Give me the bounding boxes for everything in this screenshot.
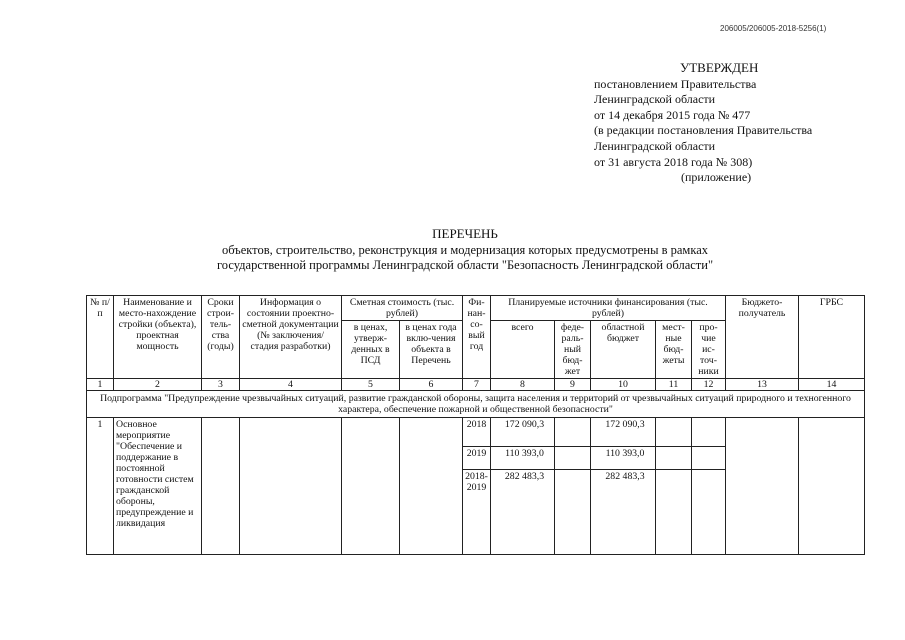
approval-line: (в редакции постановления Правительства: [594, 123, 813, 138]
header-terms: Сроки строи-тель-ства (годы): [202, 296, 240, 379]
column-number: 5: [342, 379, 400, 391]
header-cost-year: в ценах года вклю-чения объекта в Перечень: [400, 321, 463, 379]
row-federal: [555, 470, 591, 555]
row-federal: [555, 418, 591, 447]
row-total: 110 393,0: [491, 447, 555, 470]
header-cost-group: Сметная стоимость (тыс. рублей): [342, 296, 463, 321]
column-number: 14: [799, 379, 865, 391]
header-no: № п/п: [87, 296, 114, 379]
header-cost-psd: в ценах, утверж-денных в ПСД: [342, 321, 400, 379]
column-number: 4: [240, 379, 342, 391]
row-local: [656, 447, 692, 470]
approval-line: Ленинградской области: [594, 138, 716, 153]
row-local: [656, 470, 692, 555]
header-recipient: Бюджето-получатель: [726, 296, 799, 379]
table-row: [87, 418, 865, 447]
row-fin-year: 2018-2019: [463, 470, 491, 555]
row-name: Основное мероприятие "Обеспечение и поддержание в постоянной готовности систем гражданской обороны, предупреждение и ликвидация: [114, 418, 202, 555]
row-local: [656, 418, 692, 447]
document-id: 206005/206005-2018-5256(1): [720, 24, 827, 33]
document-subtitle-line: государственной программы Ленинградской области "Безопасность Ленинградской области": [216, 258, 714, 272]
header-fin-year: Фи-нан-со-вый год: [463, 296, 491, 379]
column-number: 9: [555, 379, 591, 391]
approval-line: от 14 декабря 2015 года № 477: [594, 107, 751, 122]
subprogram-row: [87, 391, 865, 418]
header-sources-group: Планируемые источники финансирования (тыс. рублей): [491, 296, 726, 321]
row-info: [240, 418, 342, 555]
header-grbs: ГРБС: [799, 296, 865, 379]
header-other: про-чие ис-точ-ники: [692, 321, 726, 379]
approval-heading: УТВЕРЖДЕН: [680, 60, 759, 75]
row-grbs: [799, 418, 865, 555]
row-other: [692, 470, 726, 555]
row-total: 282 483,3: [491, 470, 555, 555]
row-terms: [202, 418, 240, 555]
row-no: 1: [87, 418, 114, 555]
approval-line: постановлением Правительства: [594, 76, 757, 91]
column-number: 3: [202, 379, 240, 391]
header-regional: областной бюджет: [591, 321, 656, 379]
objects-table: [86, 295, 865, 555]
row-total: 172 090,3: [491, 418, 555, 447]
row-fin-year: 2018: [463, 418, 491, 447]
row-regional: 110 393,0: [591, 447, 656, 470]
column-number: 10: [591, 379, 656, 391]
row-other: [692, 447, 726, 470]
column-number: 2: [114, 379, 202, 391]
document-title-block: [150, 226, 780, 274]
header-info: Информация о состоянии проектно-сметной документации (№ заключения/ стадия разработки): [240, 296, 342, 379]
row-cost-psd: [342, 418, 400, 555]
approval-line: Ленинградской области: [594, 92, 716, 107]
document-title: ПЕРЕЧЕНЬ: [432, 226, 498, 241]
row-federal: [555, 447, 591, 470]
column-number: 12: [692, 379, 726, 391]
approval-block: [594, 60, 894, 186]
row-recipient: [726, 418, 799, 555]
column-number: 11: [656, 379, 692, 391]
row-fin-year: 2019: [463, 447, 491, 470]
row-cost-year: [400, 418, 463, 555]
column-number: 8: [491, 379, 555, 391]
header-local: мест-ные бюд-жеты: [656, 321, 692, 379]
column-number: 7: [463, 379, 491, 391]
row-regional: 172 090,3: [591, 418, 656, 447]
column-number: 1: [87, 379, 114, 391]
header-federal: феде-раль-ный бюд-жет: [555, 321, 591, 379]
subprogram-title: Подпрограмма "Предупреждение чрезвычайных ситуаций, развитие гражданской обороны, защита населения и территорий от чрезвычайных ситуаций природного и техногенного характера, обеспечение пожарной и общественной безопасности": [87, 391, 865, 418]
row-regional: 282 483,3: [591, 470, 656, 555]
column-number-row: [87, 379, 865, 391]
column-number: 13: [726, 379, 799, 391]
header-total: всего: [491, 321, 555, 379]
header-name: Наименование и место-нахождение стройки (объекта), проектная мощность: [114, 296, 202, 379]
row-other: [692, 418, 726, 447]
column-number: 6: [400, 379, 463, 391]
table-header-row: [87, 296, 865, 321]
document-subtitle-line: объектов, строительство, реконструкция и модернизация которых предусмотрены в рамках: [221, 242, 709, 257]
approval-tail: (приложение): [681, 170, 752, 185]
approval-line: от 31 августа 2018 года № 308): [594, 154, 753, 169]
